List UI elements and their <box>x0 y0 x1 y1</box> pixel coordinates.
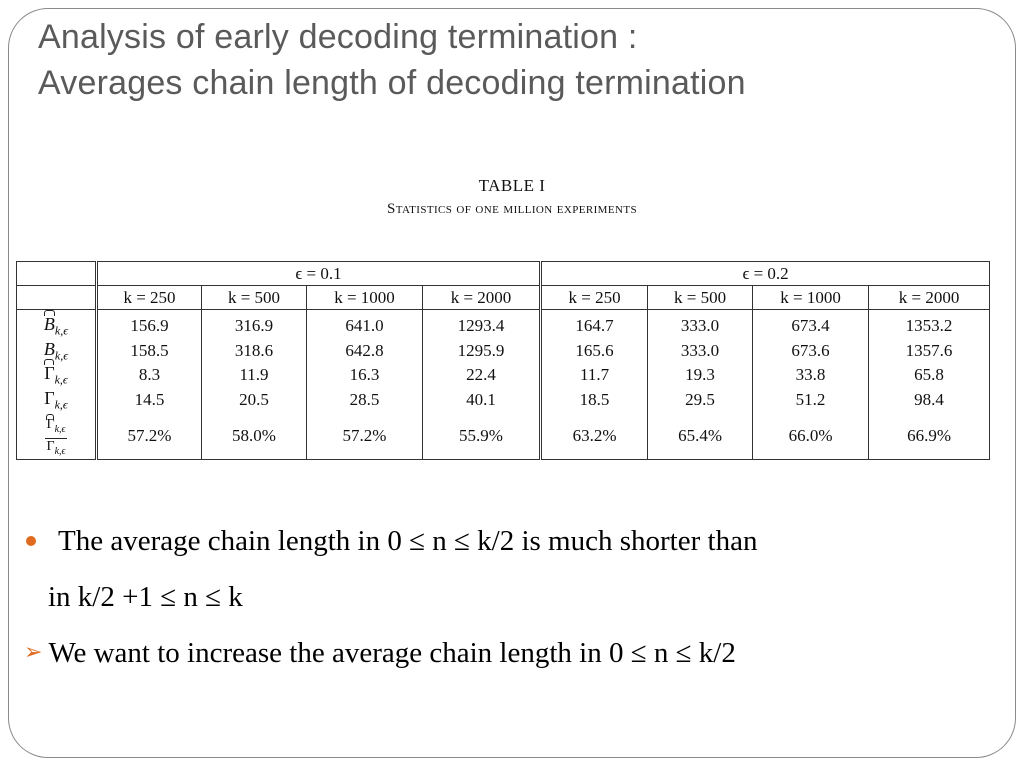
table-cell: 29.5 <box>648 388 753 413</box>
table-cell: 1357.6 <box>869 339 990 364</box>
table-cell: 40.1 <box>423 388 541 413</box>
bullet-item-2 <box>24 632 736 674</box>
table-row <box>17 412 990 459</box>
table-cell: 164.7 <box>541 310 648 339</box>
table-cell: 158.5 <box>97 339 202 364</box>
row-label-gamma-hat: $\Gamma_{k,\epsilon}$ <box>17 363 97 388</box>
table-cell: 57.2% <box>307 412 423 459</box>
table-cell: 33.8 <box>753 363 869 388</box>
ratio-fraction: $\frac{\Gamma_{k,\epsilon}}{\Gamma_{k,\epsilon}}$ <box>46 417 66 457</box>
column-header: k = 2000 <box>423 286 541 310</box>
table-cell: 65.8 <box>869 363 990 388</box>
arrow-bullet-icon: ➢ <box>24 640 43 665</box>
group-header-eps-0-1: ϵ = 0.1 <box>97 262 541 286</box>
table-cell: 51.2 <box>753 388 869 413</box>
column-header: k = 1000 <box>753 286 869 310</box>
table-group-header-row <box>17 262 990 286</box>
table-cell: 642.8 <box>307 339 423 364</box>
table-row <box>17 363 990 388</box>
table-cell: 165.6 <box>541 339 648 364</box>
table-cell: 318.6 <box>202 339 307 364</box>
table-cell: 156.9 <box>97 310 202 339</box>
column-header: k = 250 <box>541 286 648 310</box>
column-header: k = 2000 <box>869 286 990 310</box>
table-cell: 673.4 <box>753 310 869 339</box>
row-label-b: $B_{k,\epsilon}$ <box>17 339 97 364</box>
table-cell: 1293.4 <box>423 310 541 339</box>
table-column-header-row <box>17 286 990 310</box>
table-caption: TABLE I <box>478 176 546 195</box>
table-subcaption: Statistics of one million experiments <box>387 201 637 217</box>
table-cell: 55.9% <box>423 412 541 459</box>
table-row <box>17 310 990 339</box>
table-cell: 63.2% <box>541 412 648 459</box>
table-cell: 66.9% <box>869 412 990 459</box>
table-cell: 16.3 <box>307 363 423 388</box>
table-cell: 66.0% <box>753 412 869 459</box>
table-row <box>17 339 990 364</box>
column-header: k = 500 <box>202 286 307 310</box>
table-row <box>17 388 990 413</box>
statistics-table <box>16 261 990 460</box>
table-cell: 1295.9 <box>423 339 541 364</box>
slide-title <box>38 14 746 106</box>
table-cell: 333.0 <box>648 310 753 339</box>
row-label-gamma: $\Gamma_{k,\epsilon}$ <box>17 388 97 413</box>
bullet-1-line-2: in k/2 +1 ≤ n ≤ k <box>48 581 243 613</box>
table-cell: 57.2% <box>97 412 202 459</box>
table-corner-cell <box>17 286 97 310</box>
column-header: k = 1000 <box>307 286 423 310</box>
title-line-1: Analysis of early decoding termination : <box>38 18 638 56</box>
table-cell: 65.4% <box>648 412 753 459</box>
table-cell: 11.9 <box>202 363 307 388</box>
table-cell: 98.4 <box>869 388 990 413</box>
bullet-1-line-1: The average chain length in 0 ≤ n ≤ k/2 is much shorter than <box>58 525 758 557</box>
table-cell: 333.0 <box>648 339 753 364</box>
group-header-eps-0-2: ϵ = 0.2 <box>541 262 990 286</box>
column-header: k = 500 <box>648 286 753 310</box>
table-cell: 14.5 <box>97 388 202 413</box>
column-header: k = 250 <box>97 286 202 310</box>
table-cell: 1353.2 <box>869 310 990 339</box>
table-cell: 20.5 <box>202 388 307 413</box>
bullet-2-text: We want to increase the average chain length in 0 ≤ n ≤ k/2 <box>48 637 736 669</box>
dot-bullet-icon <box>26 536 36 546</box>
table-cell: 19.3 <box>648 363 753 388</box>
table-corner-cell <box>17 262 97 286</box>
title-line-2: Averages chain length of decoding termination <box>38 64 746 102</box>
table-cell: 28.5 <box>307 388 423 413</box>
row-label-b-hat: $B_{k,\epsilon}$ <box>17 310 97 339</box>
table-cell: 11.7 <box>541 363 648 388</box>
row-label-gamma-ratio <box>17 412 97 459</box>
table-cell: 641.0 <box>307 310 423 339</box>
table-cell: 8.3 <box>97 363 202 388</box>
table-cell: 58.0% <box>202 412 307 459</box>
table-cell: 673.6 <box>753 339 869 364</box>
table-cell: 22.4 <box>423 363 541 388</box>
table-cell: 316.9 <box>202 310 307 339</box>
table-cell: 18.5 <box>541 388 648 413</box>
